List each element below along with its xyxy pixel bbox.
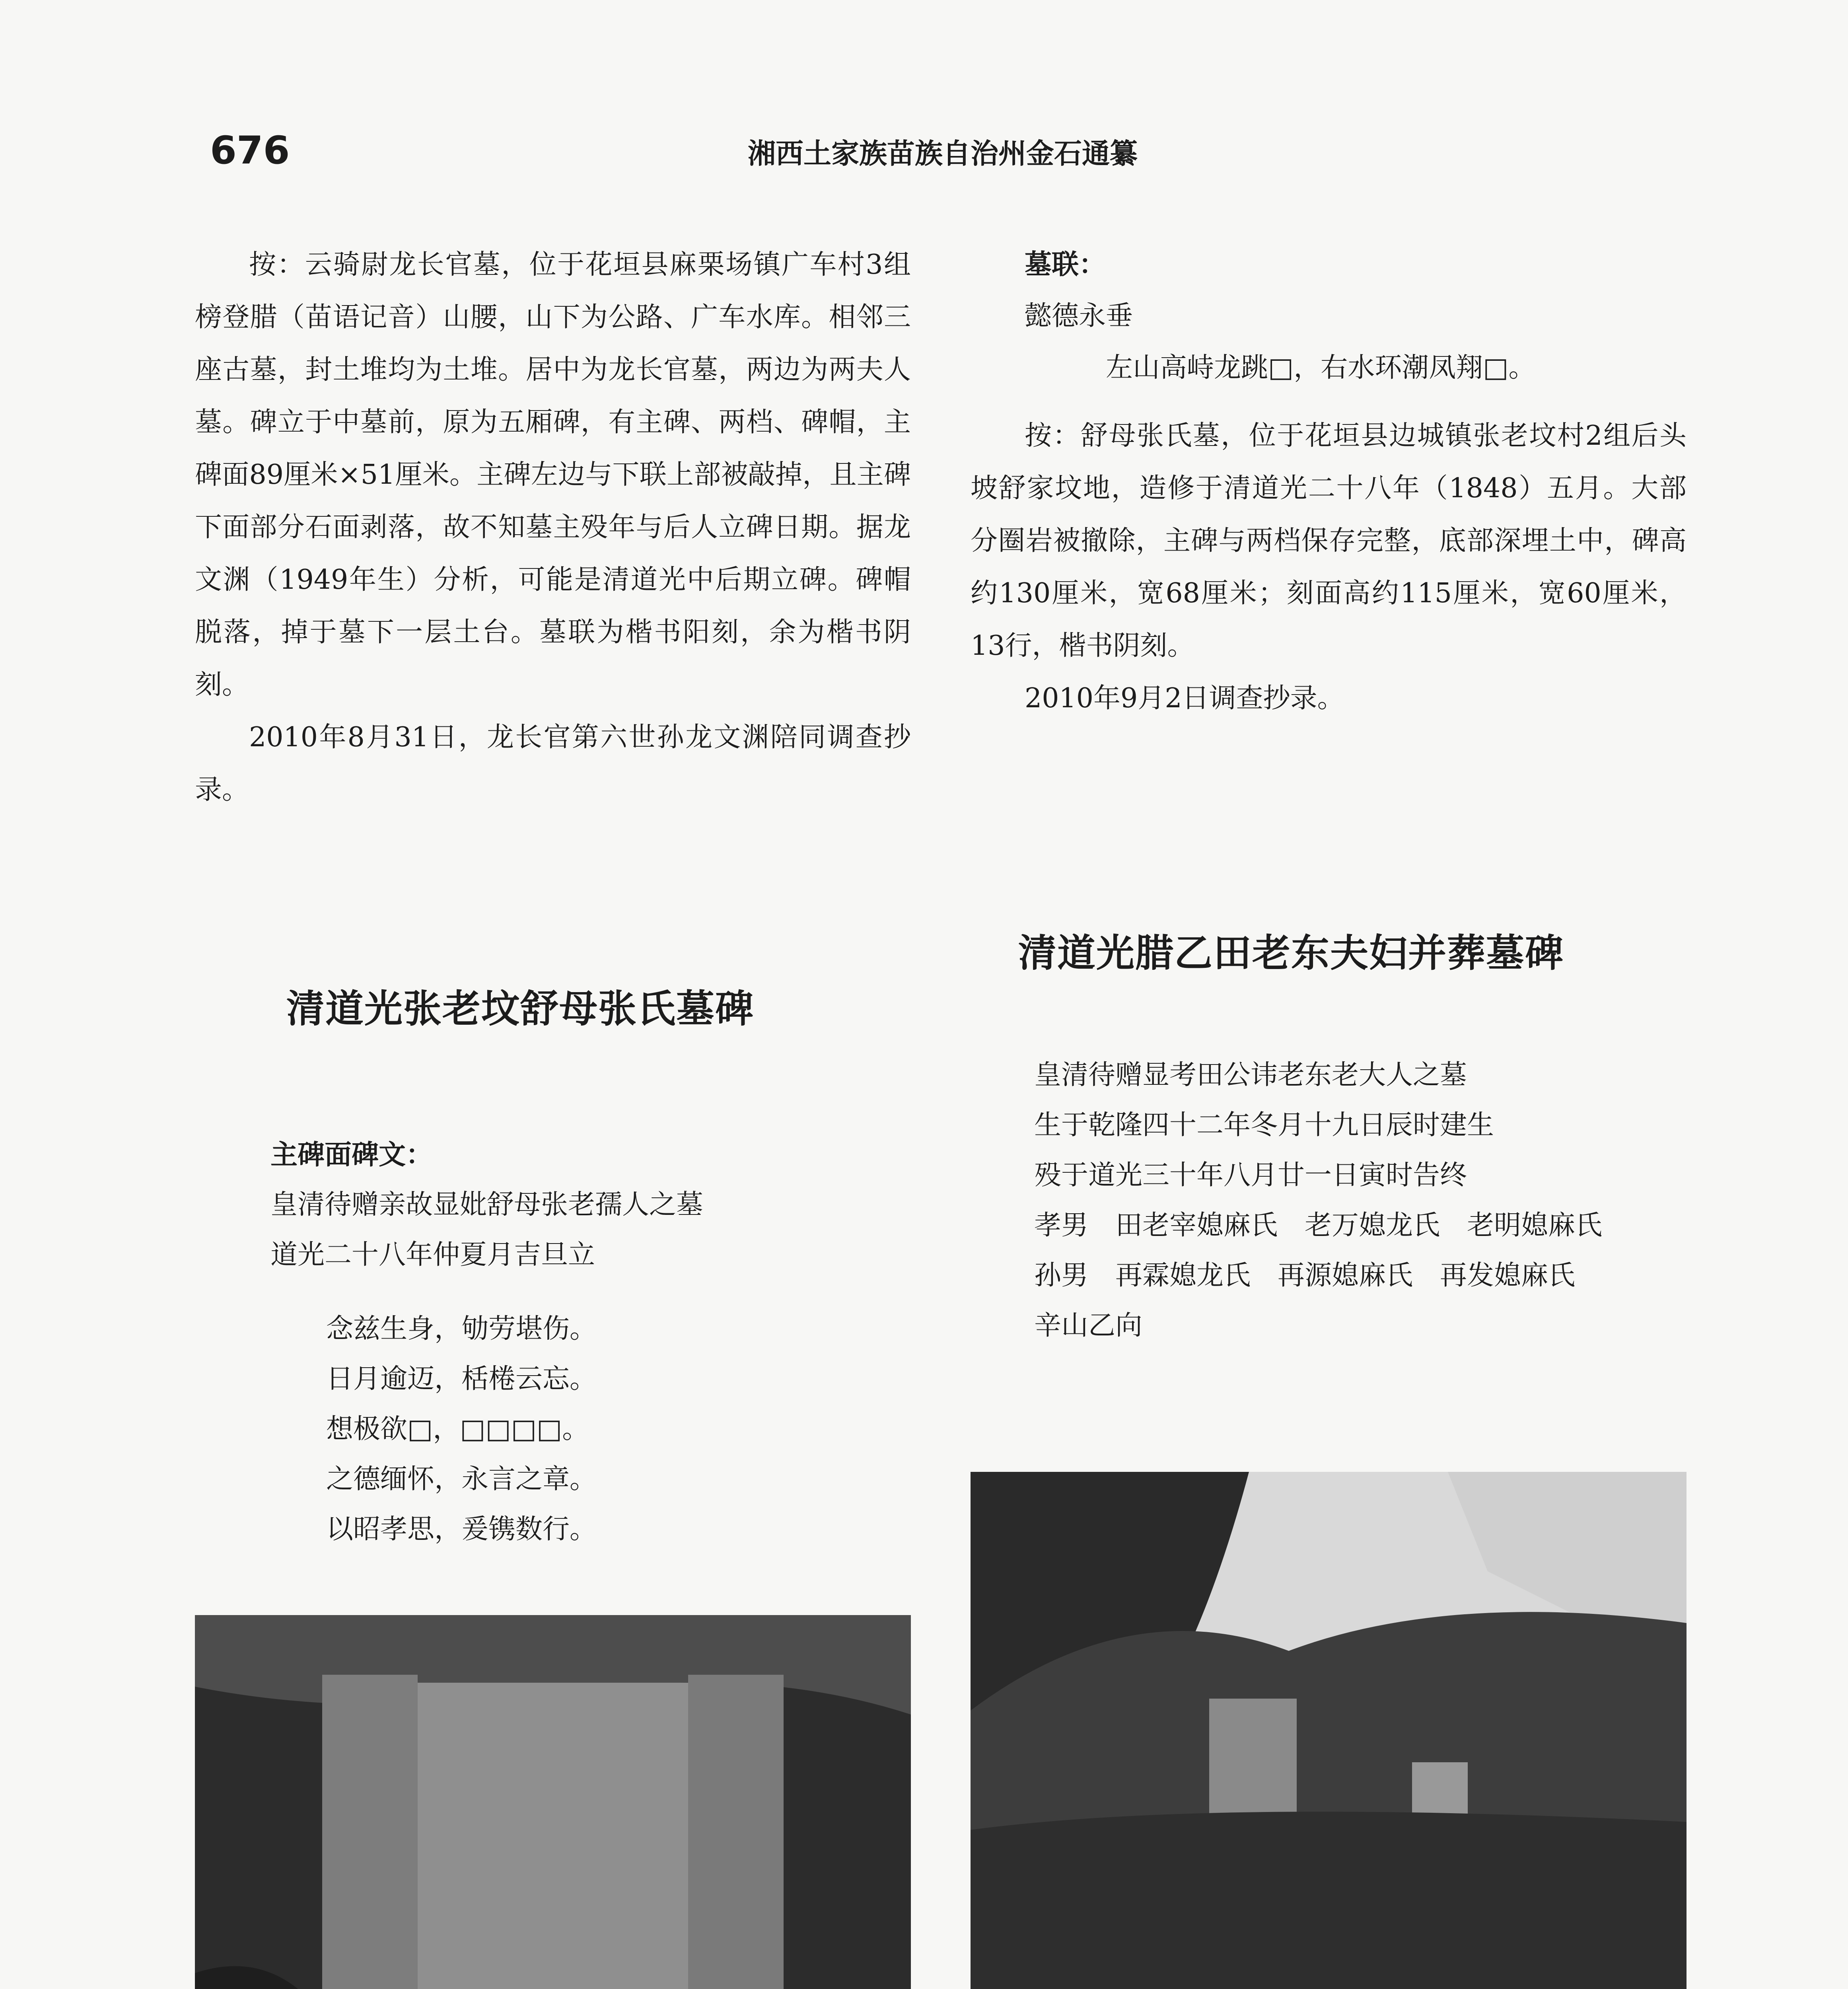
inscription-label: 主碑面碑文：: [270, 1139, 433, 1171]
tomb-photo-right: [971, 1472, 1687, 1989]
right-inscription: [971, 1050, 1687, 1351]
note-paragraph: 按：舒母张氏墓，位于花垣县边城镇张老坟村2组后头坡舒家坟地，造修于清道光二十八年（1848）五月。大部分圈岩被撤除，主碑与两档保存完整，底部深埋土中，碑高约130厘米，宽68厘米；刻面高约115厘米，宽60厘米，13行，楷书阴刻。: [971, 420, 1687, 662]
kinship-line: 孝男 田老宰媳麻氏 老万媳龙氏 老明媳麻氏: [1034, 1210, 1603, 1241]
survey-date: 2010年9月2日调查抄录。: [1025, 683, 1344, 714]
tombstone-illustration: [195, 1615, 911, 1989]
verse-line: 想极欲□，□□□□。: [326, 1413, 589, 1445]
couplet-line: 左山高峙龙跳□，右水环潮凤翔□。: [1106, 352, 1536, 383]
verse-line: 之德缅怀，永言之章。: [326, 1464, 597, 1495]
inscription-line: 殁于道光三十年八月廿一日寅时告终: [1034, 1160, 1467, 1191]
right-top-notes: [971, 239, 1687, 725]
note-paragraph: 按：云骑尉龙长官墓，位于花垣县麻栗场镇广车村3组榜登腊（苗语记音）山腰，山下为公路、广车水库。相邻三座古墓，封土堆均为土堆。居中为龙长官墓，两边为两夫人墓。碑立于中墓前，原为五厢碑，有主碑、两档、碑帽，主碑面89厘米×51厘米。主碑左边与下联上部被敲掉，且主碑下面部分石面剥落，故不知墓主殁年与后人立碑日期。据龙文渊（1949年生）分析，可能是清道光中后期立碑。碑帽脱落，掉于墓下一层土台。墓联为楷书阳刻，余为楷书阴刻。: [195, 249, 911, 701]
running-header: 湘西土家族苗族自治州金石通纂: [748, 137, 1138, 170]
verse-line: 念兹生身，劬劳堪伤。: [326, 1313, 597, 1345]
verse-line: 以昭孝思，爰镌数行。: [326, 1514, 597, 1545]
left-top-notes: [195, 239, 911, 816]
left-inscription: [195, 1130, 911, 1555]
inscription-line: 皇清待赠亲故显妣舒母张老孺人之墓: [270, 1189, 704, 1220]
survey-paragraph: 2010年8月31日，龙长官第六世孙龙文渊陪同调查抄录。: [195, 722, 911, 806]
section-title-left: 清道光张老坟舒母张氏墓碑: [286, 987, 754, 1031]
inscription-line: 道光二十八年仲夏月吉旦立: [270, 1239, 595, 1271]
inscription-line: 生于乾隆四十二年冬月十九日辰时建生: [1034, 1109, 1494, 1141]
inscription-line: 皇清待赠显考田公讳老东老大人之墓: [1034, 1059, 1467, 1091]
kinship-line: 孙男 再霖媳龙氏 再源媳麻氏 再发媳麻氏: [1034, 1260, 1576, 1291]
tomb-vegetation-illustration: [971, 1472, 1687, 1989]
section-title-right: 清道光腊乙田老东夫妇并葬墓碑: [1018, 931, 1564, 975]
tombstone-photo-left: [195, 1615, 911, 1989]
couplet-label: 墓联：: [1025, 249, 1106, 280]
verse-line: 日月逾迈，栝棬云忘。: [326, 1363, 597, 1395]
couplet-head: 懿德永垂: [1025, 300, 1133, 332]
direction-line: 辛山乙向: [1034, 1310, 1143, 1341]
page-number: 676: [210, 128, 290, 173]
